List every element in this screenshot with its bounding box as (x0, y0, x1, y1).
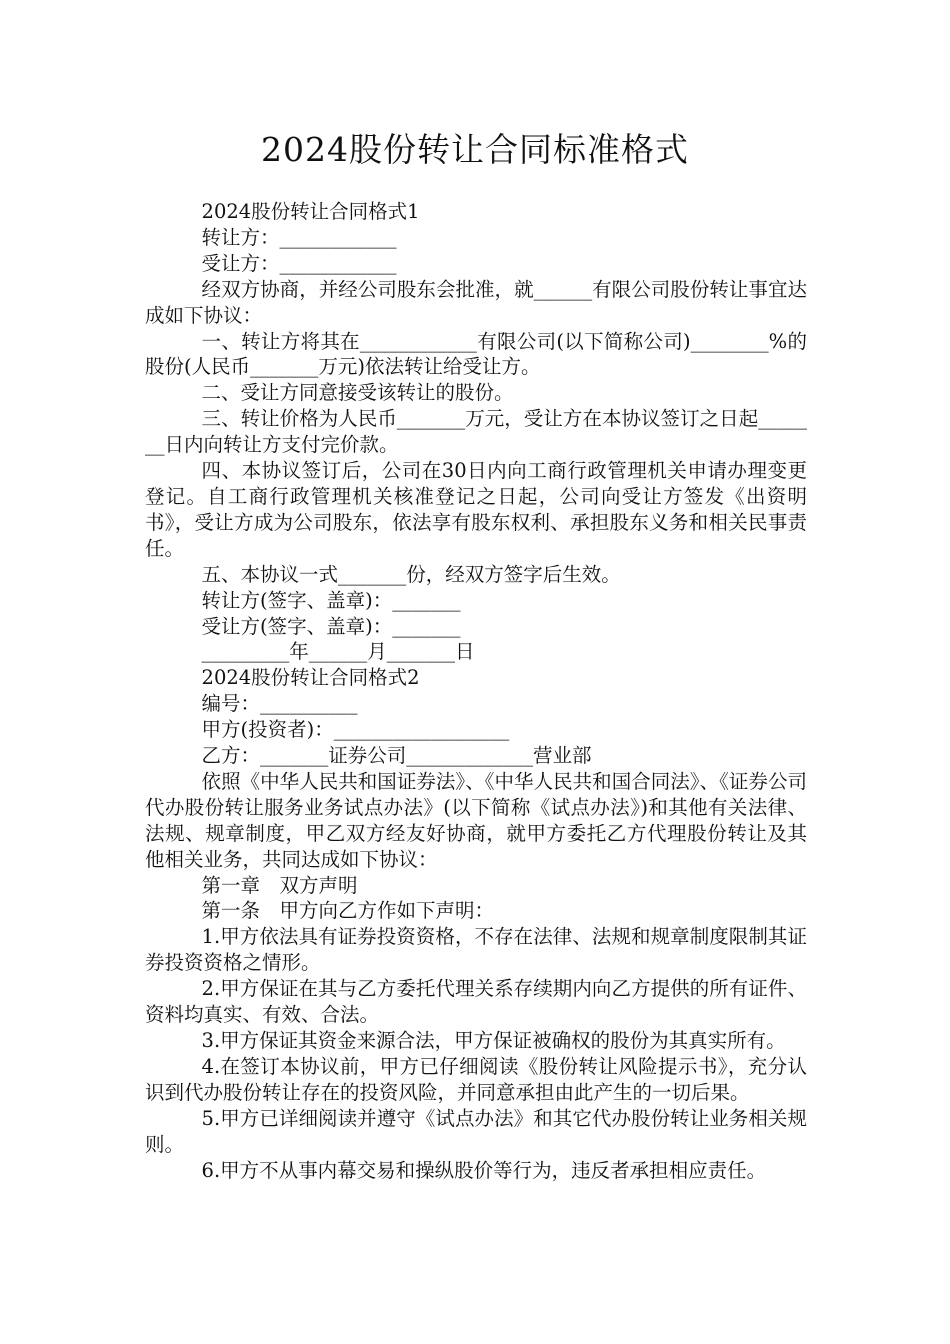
declaration-item-3: 3.甲方保证其资金来源合法，甲方保证被确权的股份为其真实所有。 (201, 1029, 786, 1052)
declaration-item-1: 1.甲方依法具有证券投资资格，不存在法律、法规和规章制度限制其证券投资资格之情形。 (145, 925, 807, 975)
preamble-paragraph: 经双方协商，并经公司股东会批准，就______有限公司股份转让事宜达成如下协议： (145, 277, 807, 327)
party-b-field: 乙方：_______证券公司_____________营业部 (201, 744, 592, 768)
section-heading-format-1: 2024股份转让合同格式1 (201, 200, 420, 223)
declaration-item-6: 6.甲方不从事内幕交易和操纵股价等行为，违反者承担相应责任。 (201, 1158, 767, 1182)
section-heading-format-2: 2024股份转让合同格式2 (201, 666, 420, 690)
clause-2: 二、受让方同意接受该转让的股份。 (201, 381, 514, 405)
clause-1: 一、转让方将其在____________有限公司(以下简称公司)________%的股份(人民币_______万元)依法转让给受让方。 (145, 329, 807, 379)
declaration-item-5: 5.甲方已详细阅读并遵守《试点办法》和其它代办股份转让业务相关规则。 (145, 1106, 807, 1156)
transferee-signature-line: 受让方(签字、盖章)：_______ (201, 614, 461, 638)
article-1-heading: 第一条 甲方向乙方作如下声明： (201, 899, 495, 923)
chapter-1-heading: 第一章 双方声明 (201, 873, 358, 897)
clause-5: 五、本协议一式_______份，经双方签字后生效。 (201, 562, 621, 586)
date-line: _________年______月_______日 (201, 640, 475, 664)
contract-number-field: 编号：__________ (201, 692, 358, 716)
transferor-signature-line: 转让方(签字、盖章)：_______ (201, 588, 461, 612)
declaration-item-2: 2.甲方保证在其与乙方委托代理关系存续期内向乙方提供的所有证件、资料均真实、有效、合法。 (145, 977, 807, 1027)
legal-basis-paragraph: 依照《中华人民共和国证券法》、《中华人民共和国合同法》、《证券公司代办股份转让服务业务试点办法》(以下简称《试点办法》)和其他有关法律、法规、规章制度，甲乙双方经友好协商，就甲方委托乙方代理股份转让及其他相关业务，共同达成如下协议： (145, 769, 807, 871)
document-body (145, 199, 807, 1183)
transferor-field: 转让方：____________ (201, 225, 397, 249)
clause-4: 四、本协议签订后，公司在30日内向工商行政管理机关申请办理变更登记。自工商行政管理机关核准登记之日起，公司向受让方签发《出资明书》，受让方成为公司股东，依法享有股东权利、承担股东义务和相关民事责任。 (145, 459, 807, 560)
clause-3: 三、转让价格为人民币_______万元，受让方在本协议签订之日起_______日内向转让方支付完价款。 (145, 407, 807, 457)
transferee-field: 受让方：____________ (201, 251, 397, 275)
document-title: 2024股份转让合同标准格式 (261, 130, 689, 169)
party-a-field: 甲方(投资者)：__________________ (201, 718, 510, 742)
declaration-item-4: 4.在签订本协议前，甲方已仔细阅读《股份转让风险提示书》，充分认识到代办股份转让存在的投资风险，并同意承担由此产生的一切后果。 (145, 1054, 807, 1104)
